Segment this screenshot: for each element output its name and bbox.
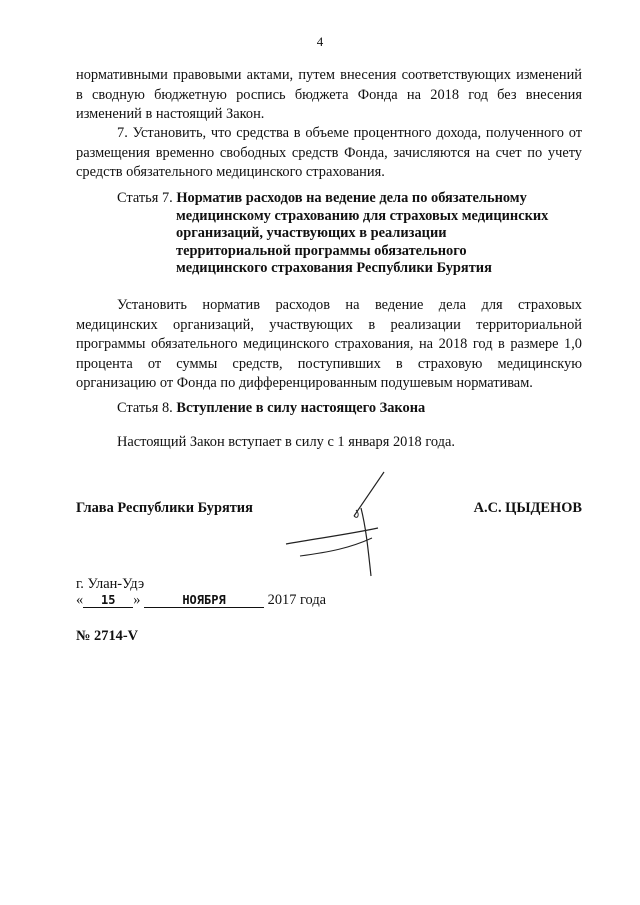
article-8-body: Настоящий Закон вступает в силу с 1 января 2018 года. [117,434,455,450]
place-of-signing: г. Улан-Удэ [76,576,145,592]
article-7-body: Установить норматив расходов на ведение дела для страховых медицинских организаций, участвующих в реализации территориальной программы обязательного медицинского страхования, на 2018 год в размере 1,0 процента от суммы средств, поступивших в страховую медицинскую организацию от Фонда по дифференцированным подушевым нормативам. [76,297,582,391]
date-year: 2017 года [267,592,327,608]
date-day: 15 [83,593,133,608]
article-8-title: Вступление в силу настоящего Закона [176,400,426,416]
article-7-title-line-3: организаций, участвующих в реализации [176,225,447,241]
article-7-title-line-4: территориальной программы обязательного [176,242,467,259]
page-number: 4 [316,34,324,49]
paragraph-7: 7. Установить, что средства в объеме процентного дохода, полученного от размещения временно свободных средств Фонда, зачисляются на счет по учету средств обязательного медицинского страхования. [76,125,582,180]
date-open-quote: « [76,592,84,608]
handwritten-signature [280,468,390,580]
date-month: НОЯБРЯ [144,593,264,608]
article-7-heading [117,190,587,278]
article-7-title-line-5: медицинского страхования Республики Бурятия [176,260,492,276]
law-number: № 2714-V [76,628,139,644]
signatory-name: А.С. ЦЫДЕНОВ [473,500,582,516]
article-8-prefix: Статья 8. [117,400,173,416]
article-7-title-line-2: медицинскому страхованию для страховых медицинских [176,207,549,224]
signing-date [76,592,326,609]
date-close-quote: » [133,592,141,608]
article-7-prefix: Статья 7. [117,190,173,206]
article-7-title-line-1: Норматив расходов на ведение дела по обязательному [176,190,527,206]
paragraph-intro: нормативными правовыми актами, путем внесения соответствующих изменений в сводную бюджетную роспись бюджета Фонда на 2018 год без внесения изменений в настоящий Закон. [76,67,582,122]
signatory-position: Глава Республики Бурятия [76,500,253,516]
article-8-heading [117,400,587,418]
